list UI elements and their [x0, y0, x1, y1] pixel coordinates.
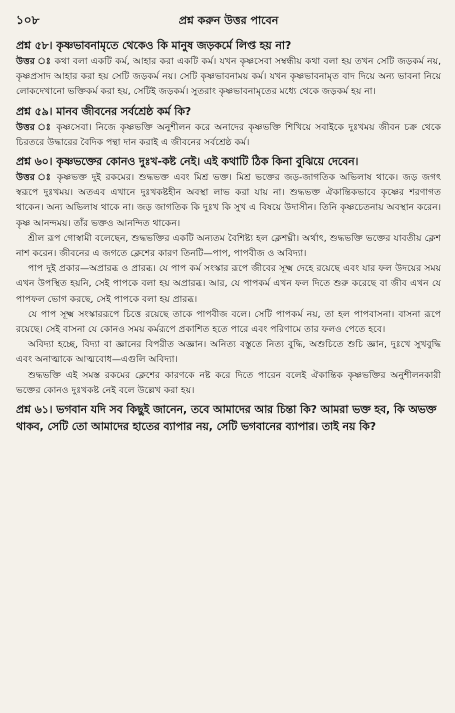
- question-60: [16, 153, 441, 170]
- question-58: [16, 37, 441, 54]
- answer-60: [16, 170, 441, 231]
- answer-label: উত্তর ঃ: [16, 172, 53, 184]
- question-text: মানব জীবনের সর্বশ্রেষ্ঠ কর্ম কি?: [56, 104, 192, 118]
- question-label: প্রশ্ন ৬১।: [16, 403, 53, 417]
- question-label: প্রশ্ন ৬০।: [16, 155, 53, 169]
- question-text: ভগবান যদি সব কিছুই জানেন, তবে আমাদের আর চিন্তা কি? আমরা ভক্ত হব, কি অভক্ত থাকব, সেটি তো আমাদের হাতের ব্যাপার নয়, সেটি ভগবানের ব্যাপার। তাই নয় কি?: [16, 403, 437, 434]
- paragraph-papa: পাপ দুই প্রকার—অপ্রারব্ধ ও প্রারব্ধ। যে পাপ কর্ম সংস্কার রূপে জীবের সূক্ষ্ম দেহে রয়েছে এবং যার ফল উদয়ের সময় এখন উপস্থিত হয়নি, সেই পাপকে বলা হয় অপ্রারব্ধ। আর, যে পাপকর্ম এখন ফল দিতে শুরু করেছে বা জীব এখন যে পাপফল ভোগ করছে, সেই পাপকে বলা হয় প্রারব্ধ।: [16, 263, 441, 305]
- question-label: প্রশ্ন ৫৮।: [16, 39, 53, 52]
- question-59: [16, 103, 441, 120]
- answer-text: কৃষ্ণসেবা। নিজে কৃষ্ণভক্তি অনুশীলন করে অনাদের কৃষ্ণভক্তি শিখিয়ে সবাইকে দুঃখময় জীবন চক্র থেকে চিরতরে উদ্ধারের বৈদিক পন্থা দান করাই এ জীবনের সর্বশ্রেষ্ঠ কর্ম।: [16, 121, 441, 148]
- question-61: [16, 401, 441, 435]
- question-text: কৃষ্ণভাবনামৃতে থেকেও কি মানুষ জড়কর্মে লিপ্ত হয় না?: [56, 39, 292, 52]
- answer-text: কথা বলা একটি কর্ম, আহার করা একটি কর্ম। যখন কৃষ্ণসেবা সম্বন্ধীয় কথা বলা হয় তখন সেটি জড়কর্ম নয়, কৃষ্ণপ্রসাদ আহার করা হয় সেটি জড়কর্ম নয়। সেটি কৃষ্ণভাবনাময় কর্ম। যখন কৃষ্ণভাবনামৃত বাদ দিয়ে অন্য ভাবনা নিয়ে লোকদেখানো ভক্তিকর্ম করা হয়, সেটিই জড়কর্ম। সুতরাং কৃষ্ণভাবনামৃতের মধ্যে থেকে জড়কর্ম হয় না।: [16, 56, 441, 98]
- page-header: [16, 12, 441, 34]
- answer-text: কৃষ্ণভক্ত দুই রকমের। শুদ্ধভক্ত এবং মিশ্র ভক্ত। মিশ্র ভক্তের জড়-জাগতিক অভিলাষ থাকে। জড় জগৎ স্বরূপে দুঃখময়। অতএব এখানে দুঃখকষ্টহীন অবস্থা লাভ করা যায় না। শুদ্ধভক্ত ঐকান্তিকভাবে কৃষ্ণের শরণাগত থাকেন। অন্য অভিলাষ থাকে না। জড় জাগতিক কি দুঃখ কি সুখ এ বিষয়ে উদাসীন। তিনি কৃষ্ণচেতনায় অবস্থান করেন। কৃষ্ণ আনন্দময়। তাঁর ভক্তও আনন্দিত থাকেন।: [16, 172, 442, 229]
- answer-58: [16, 54, 441, 100]
- paragraph-shuddhabhakti: শুদ্ধভক্তি এই সমস্ত রকমের ক্লেশের কারণকে নষ্ট করে দিতে পারেন বলেই ঐকান্তিক কৃষ্ণভক্তির অনুশীলনকারী ভক্তের কোনও দুঃখকষ্ট নেই বলে উল্লেখ করা হয়।: [16, 369, 441, 396]
- paragraph-papabija: যে পাপ সূক্ষ্ম সংস্কাররূপে চিত্তে রয়েছে তাকে পাপবীজ বলে। সেটি পাপকর্ম নয়, তা হল পাপবাসনা। বাসনা রূপে রয়েছে। সেই বাসনা যে কোনও সময় কর্মরূপে প্রকাশিত হতে পারে এবং পরিণামে তার ফলও পেতে হবে।: [16, 308, 441, 336]
- running-title: প্রশ্ন করুন উত্তর পাবেন: [178, 14, 279, 27]
- answer-label: উত্তর ঃ: [16, 121, 53, 133]
- paragraph-avidya: অবিদ্যা হচ্ছে, বিদ্যা বা জ্ঞানের বিপরীত অজ্ঞান। অনিত্য বস্তুতে নিত্য বুদ্ধি, অশুচিতে শুচি জ্ঞান, দুঃখে সুখবুদ্ধি এবং অনাত্মাকে আত্মবোধ—এগুলি অবিদ্যা।: [16, 339, 441, 366]
- answer-59: [16, 120, 441, 150]
- paragraph-rupa-goswami: শ্রীল রূপ গোস্বামী বলেছেন, শুদ্ধভক্তির একটি অন্যতম বৈশিষ্ট্য হল ক্লেশঘ্নী। অর্থাৎ, শুদ্ধভক্তি ভক্তের যাবতীয় ক্লেশ নাশ করেন। জীবনের এ জগতে ক্লেশের কারণ তিনটি—পাপ, পাপবীজ ও অবিদ্যা।: [16, 232, 441, 260]
- question-label: প্রশ্ন ৫৯।: [16, 104, 53, 118]
- page-number: ১০৮: [16, 13, 40, 27]
- question-text: কৃষ্ণভক্তের কোনও দুঃখ-কষ্ট নেই। এই কথাটি ঠিক কিনা বুঝিয়ে দেবেন।: [56, 155, 359, 169]
- answer-label: উত্তর ঃ: [16, 56, 52, 67]
